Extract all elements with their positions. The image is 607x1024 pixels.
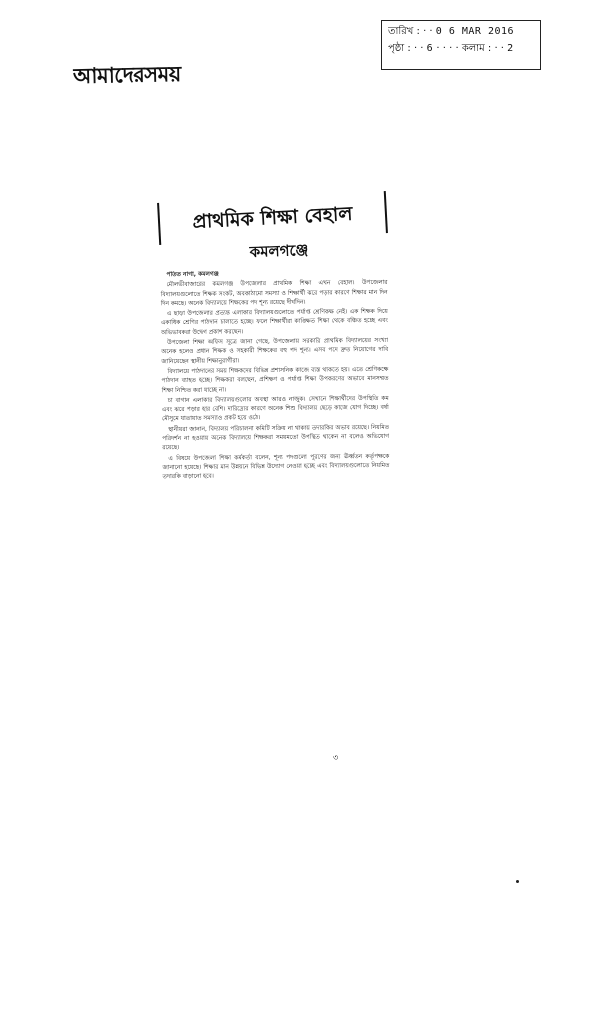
stamp-date-value: 0 6 MAR 2016: [435, 26, 515, 37]
stamp-page-label: পৃষ্ঠা: [388, 43, 405, 54]
stamp-date-label: তারিখ: [388, 26, 414, 37]
newspaper-masthead: আমাদেরসময়: [72, 61, 181, 89]
article-paragraph: এ বিষয়ে উপজেলা শিক্ষা কর্মকর্তা বলেন, শূন্য পদগুলো পূরণের জন্য ঊর্ধ্বতন কর্তৃপক্ষকে জানানো হয়েছে। শিক্ষার মান উন্নয়নে বিভিন্ন উদ্যোগ নেওয়া হচ্ছে এবং বিদ্যালয়গুলোতে নিয়মিত তদারকি বাড়ানো হবে।: [162, 453, 390, 481]
article-paragraph: বিদ্যালয়ে পাঠদানের সময় শিক্ষকদের বিভিন্ন প্রশাসনিক কাজে ব্যস্ত থাকতে হয়। এতে শ্রেণিকক্ষে পাঠদান ব্যাহত হচ্ছে। শিক্ষকরা বলছেন, প্রশিক্ষণ ও পর্যাপ্ত শিক্ষা উপকরণের অভাবে মানসম্মত শিক্ষা নিশ্চিত করা যাচ্ছে না।: [161, 366, 389, 394]
folio-mark: ৩: [333, 753, 339, 762]
stamp-column-label: কলাম: [461, 43, 485, 54]
article-subheadline: কমলগঞ্জে: [249, 240, 309, 262]
article-paragraph: স্থানীয়রা জানান, বিদ্যালয় পরিচালনা কমিটি সক্রিয় না থাকায় তদারকির অভাব রয়েছে। নিয়মিত পরিদর্শন না হওয়ায় অনেক বিদ্যালয়ে শিক্ষকরা সময়মতো উপস্থিত থাকেন না বলেও অভিযোগ রয়েছে।: [162, 424, 390, 452]
clipping-date-stamp: [381, 20, 541, 70]
article-paragraph: মৌলভীবাজারের কমলগঞ্জ উপজেলার প্রাথমিক শিক্ষা এখন বেহাল। উপজেলার বিদ্যালয়গুলোতে শিক্ষক সংকট, অবকাঠামো সমস্যা ও শিক্ষার্থী ঝরে পড়ার কারণে শিক্ষার মান দিন দিন কমছে। অনেক বিদ্যালয়ে শিক্ষকের পদ শূন্য রয়েছে দীর্ঘদিন।: [160, 280, 388, 308]
article-byline: পতিত নাগা, কমলগঞ্জ: [166, 271, 219, 279]
article-paragraph: উপজেলা শিক্ষা অফিস সূত্রে জানা গেছে, উপজেলায় সরকারি প্রাথমিক বিদ্যালয়ের সংখ্যা অনেক হলেও প্রধান শিক্ষক ও সহকারী শিক্ষকের বহু পদ শূন্য। এসব পদে দ্রুত নিয়োগের দাবি জানিয়েছেন স্থানীয় শিক্ষানুরাগীরা।: [161, 337, 389, 365]
article-headline: প্রাথমিক শিক্ষা বেহাল: [157, 191, 388, 245]
article-body: [160, 269, 392, 771]
stamp-page-column-row: পৃষ্ঠা : · · 6 · · · · কলাম : · · 2: [388, 43, 514, 54]
stamp-page-value: 6: [426, 43, 434, 54]
article-paragraph: চা বাগান এলাকার বিদ্যালয়গুলোর অবস্থা আরও নাজুক। সেখানে শিক্ষার্থীদের উপস্থিতি কম এবং ঝরে পড়ার হার বেশি। দারিদ্র্যের কারণে অনেক শিশু বিদ্যালয় ছেড়ে কাজে যোগ দিচ্ছে। বর্ষা মৌসুমে যাতায়াত সমস্যাও প্রকট হয়ে ওঠে।: [161, 395, 389, 423]
stamp-date-row: তারিখ : · · 0 6 MAR 2016: [388, 26, 515, 37]
article-paragraph: এ ছাড়া উপজেলার প্রত্যন্ত এলাকার বিদ্যালয়গুলোতে পর্যাপ্ত শ্রেণিকক্ষ নেই। এক শিক্ষক দিয়ে একাধিক শ্রেণির পাঠদান চালাতে হচ্ছে। ফলে শিক্ষার্থীরা কাঙ্ক্ষিত শিক্ষা থেকে বঞ্চিত হচ্ছে এবং অভিভাবকরা উদ্বেগ প্রকাশ করছেন।: [160, 309, 388, 336]
stamp-column-value: 2: [507, 43, 514, 54]
scan-speck: [516, 880, 519, 883]
